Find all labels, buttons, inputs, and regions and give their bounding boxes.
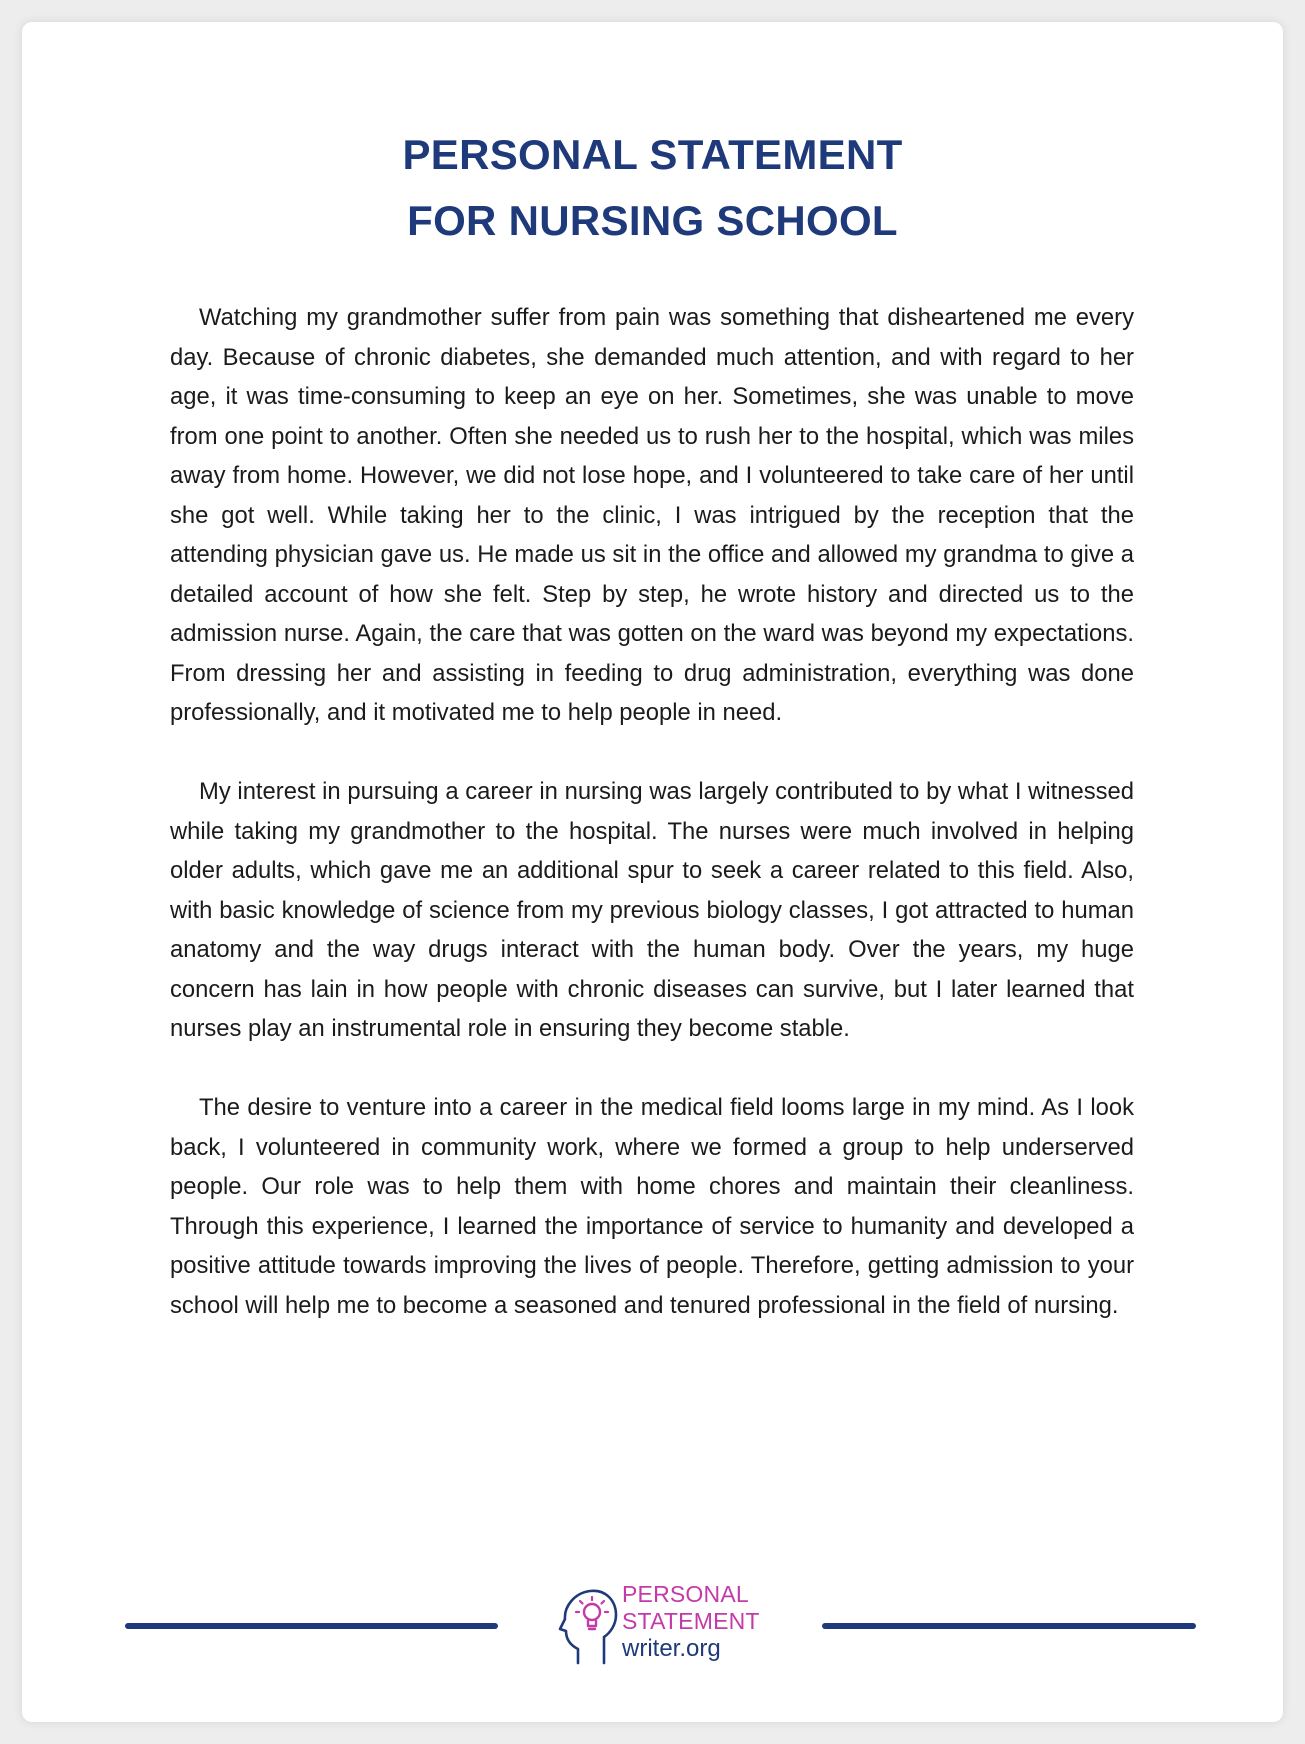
paragraph-3: The desire to venture into a career in the medical field looms large in my mind. As I look back, I volunteered in community work, where we formed a group to help underserved people. Our role was to help them with home chores and maintain their cleanliness. Through this experience, I learned the importance of service to humanity and developed a positive attitude towards improving the lives of people. Therefore, getting admission to your school will help me to become a seasoned and tenured professional in the field of nursing. xyxy=(170,1094,1134,1319)
paragraph-1: Watching my grandmother suffer from pain was something that disheartened me every day. Because of chronic diabetes, she demanded much attention, and with regard to her age, it was time-consuming to keep an eye on her. Sometimes, she was unable to move from one point to another. Often she needed us to rush her to the hospital, which was miles away from home. However, we did not lose hope, and I volunteered to take care of her until she got well. While taking her to the clinic, I was intrigued by the reception that the attending physician gave us. He made us sit in the office and allowed my grandma to give a detailed account of how she felt. Step by step, he wrote history and directed us to the admission nurse. Again, the care that was gotten on the ward was beyond my expectations. From dressing her and assisting in feeding to drug administration, everything was done professionally, and it motivated me to help people in need. xyxy=(170,304,1134,726)
document-page xyxy=(22,22,1283,1722)
logo-line-1: PERSONAL xyxy=(622,1581,749,1607)
title-line-2: FOR NURSING SCHOOL xyxy=(407,197,898,244)
logo-wordmark xyxy=(622,1581,760,1662)
brand-logo xyxy=(556,1579,796,1669)
head-lightbulb-icon xyxy=(556,1579,618,1667)
footer-divider-right xyxy=(822,1623,1196,1629)
statement-body xyxy=(170,298,1134,1365)
logo-line-2: STATEMENT xyxy=(622,1608,760,1634)
title-line-1: PERSONAL STATEMENT xyxy=(402,131,903,178)
page-title xyxy=(22,122,1283,254)
logo-line-3: writer.org xyxy=(622,1635,721,1662)
paragraph-2: My interest in pursuing a career in nursing was largely contributed to by what I witnessed while taking my grandmother to the hospital. The nurses were much involved in helping older adults, which gave me an additional spur to seek a career related to this field. Also, with basic knowledge of science from my previous biology classes, I got attracted to human anatomy and the way drugs interact with the human body. Over the years, my huge concern has lain in how people with chronic diseases can survive, but I later learned that nurses play an instrumental role in ensuring they become stable. xyxy=(170,778,1134,1042)
footer-divider-left xyxy=(125,1623,498,1629)
